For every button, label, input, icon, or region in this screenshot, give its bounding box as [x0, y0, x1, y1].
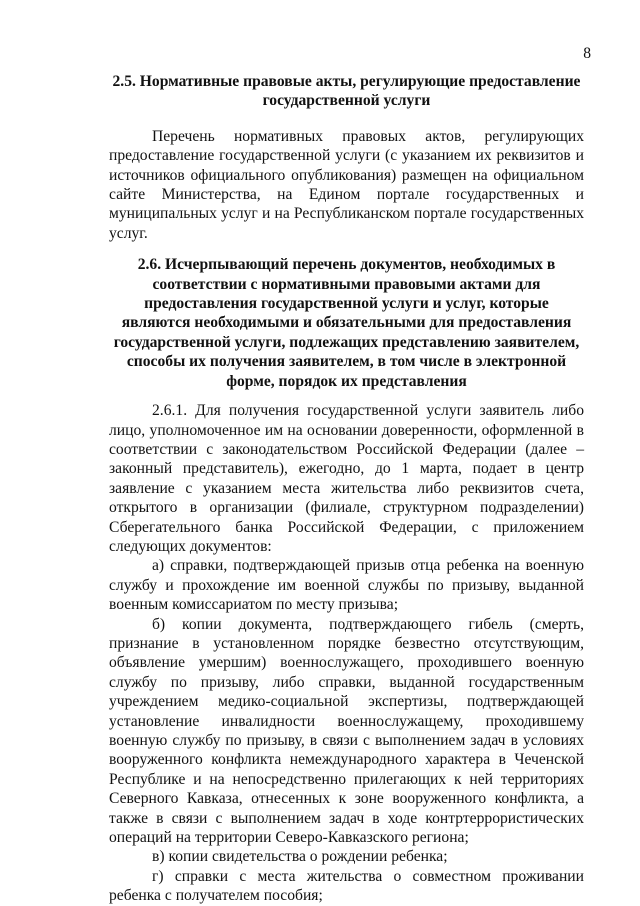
paragraph-2-6-1: 2.6.1. Для получения государственной услуги заявитель либо лицо, уполномоченное им на основании доверенности, оформленной в соответствии с законодательством Российской Федерации (далее – законный представитель), ежегодно, до 1 марта, подает в центр заявление с указанием места жительства либо реквизитов счета, открытого в организации (филиале, структурном подразделении) Сберегательного банка Российской Федерации, с приложением следующих документов:: [109, 402, 584, 555]
list-item-v: в) копии свидетельства о рождении ребенка;: [152, 848, 448, 866]
page-number: 8: [583, 45, 591, 62]
document-body: [109, 72, 584, 906]
list-item-b: б) копии документа, подтверждающего гибель (смерть, признание в установленном порядке безвестно отсутствующим, объявление умершим) военнослужащего, проходившего военную службу по призыву, либо справки, выданной государственным учреждением медико-социальной экспертизы, подтверждающей установление инвалидности военнослужащему, проходившему военную службу по призыву, в связи с выполнением задач в условиях вооруженного конфликта немеждународного характера в Чеченской Республике и на непосредственно прилегающих к ней территориях Северного Кавказа, отнесенных к зоне вооруженного конфликта, а также в связи с выполнением задач в ходе контртеррористических операций на территории Северо-Кавказского региона;: [109, 615, 584, 847]
section-2-5-heading: 2.5. Нормативные правовые акты, регулирующие предоставление государственной услуги: [112, 73, 581, 110]
list-item-a: а) справки, подтверждающей призыв отца ребенка на военную службу и прохождение им военной службы по призыву, выданной военным комиссариатом по месту призыва;: [109, 557, 584, 614]
list-item-g: г) справки с места жительства о совместном проживании ребенка с получателем пособия;: [109, 867, 584, 905]
section-2-6-heading: 2.6. Исчерпывающий перечень документов, необходимых в соответствии с нормативными правовыми актами для предоставления государственной услуги и услуг, которые являются необходимыми и обязательными для предоставления государственной услуги, подлежащих представлению заявителем, способы их получения заявителем, в том числе в электронной форме, порядок их представления: [113, 256, 580, 390]
section-2-5-paragraph: Перечень нормативных правовых актов, регулирующих предоставление государственной услуги (с указанием их реквизитов и источников официального опубликования) размещен на официальном сайте Министерства, на Едином портале государственных и муниципальных услуг и на Республиканском портале государственных услуг.: [109, 127, 584, 242]
